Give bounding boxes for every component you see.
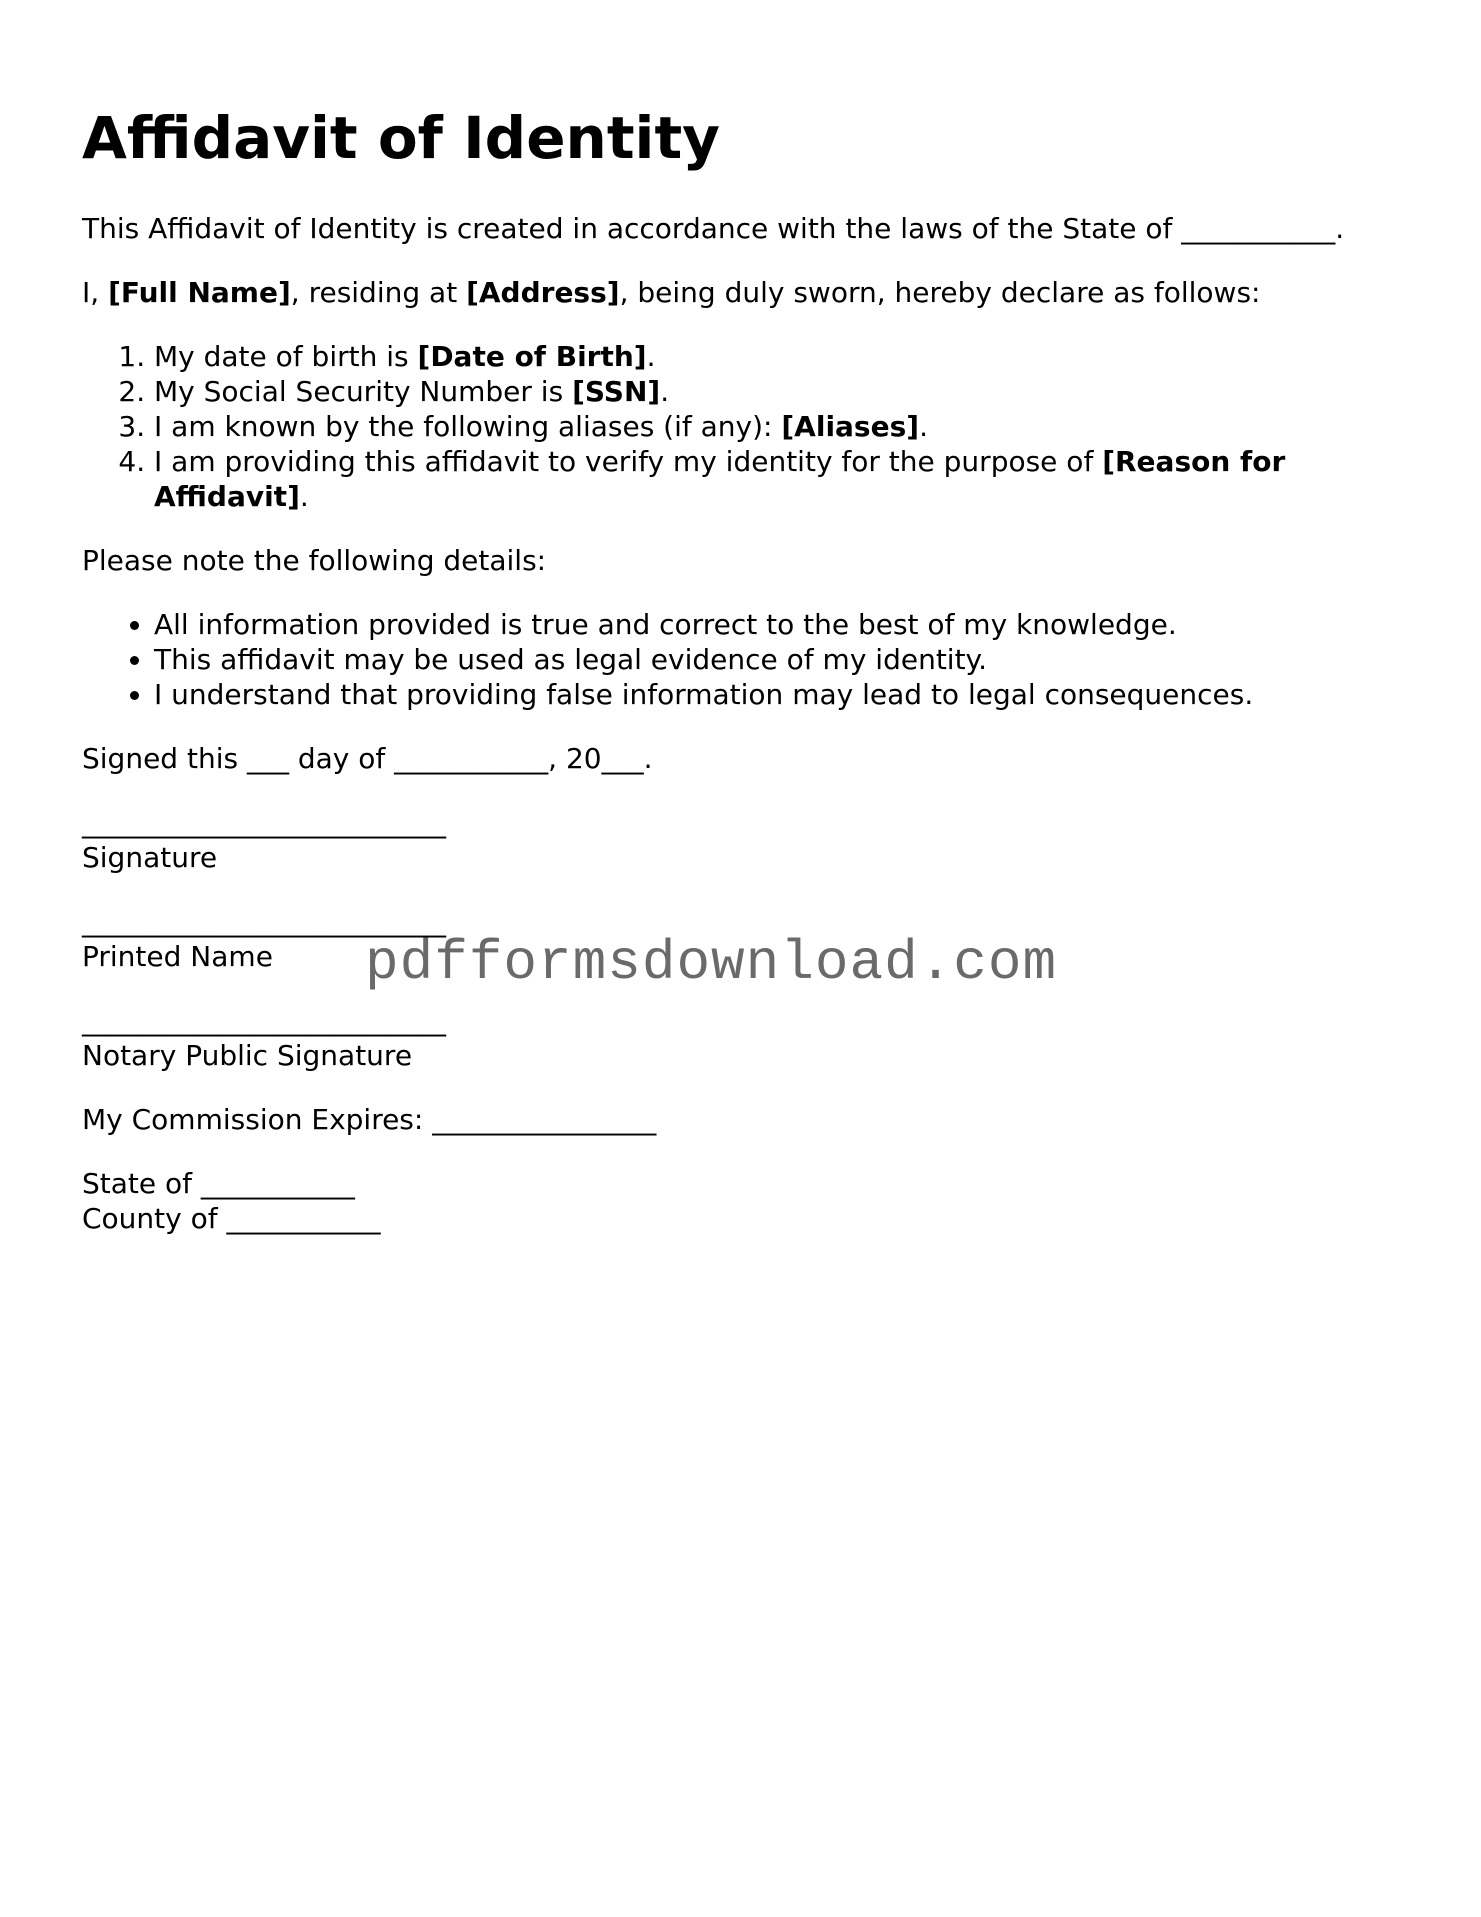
- list-item-end: .: [299, 480, 309, 513]
- commission-block: [82, 1102, 1412, 1137]
- list-item: [154, 374, 1412, 409]
- declaration-suffix: , being duly sworn, hereby declare as follows:: [619, 276, 1261, 309]
- list-item-end: .: [646, 340, 656, 373]
- venue-block: [82, 1166, 1412, 1236]
- ssn-placeholder: [SSN]: [572, 375, 661, 408]
- list-item-end: .: [919, 410, 928, 443]
- document-body: [82, 211, 1412, 1265]
- county-line: County of ___________: [82, 1202, 381, 1235]
- state-line: State of ___________: [82, 1167, 355, 1200]
- signature-label: Signature: [82, 841, 218, 874]
- list-item-text: My date of birth is: [154, 340, 418, 373]
- notary-signature-block: [82, 1003, 1412, 1073]
- list-item: [154, 444, 1412, 514]
- declaration-prefix: I,: [82, 276, 109, 309]
- signed-date-line: Signed this ___ day of ___________, 20___.: [82, 742, 653, 775]
- signature-block: [82, 805, 1412, 875]
- signature-line: __________________________: [82, 1004, 446, 1037]
- list-item: • This affidavit may be used as legal evidence of my identity.: [154, 642, 1412, 677]
- full-name-placeholder: [Full Name]: [108, 276, 291, 309]
- declaration-list: [82, 339, 1412, 514]
- notary-signature-label: Notary Public Signature: [82, 1039, 413, 1072]
- list-item-text: I am providing this affidavit to verify my identity for the purpose of: [154, 445, 1103, 478]
- list-item-text: My Social Security Number is: [154, 375, 573, 408]
- watermark-text: pdfformsdownload.com: [365, 931, 1058, 995]
- details-intro: Please note the following details:: [82, 544, 547, 577]
- signature-line: __________________________: [82, 905, 446, 938]
- date-of-birth-placeholder: [Date of Birth]: [417, 340, 647, 373]
- printed-name-label: Printed Name: [82, 940, 273, 973]
- commission-expires-line: My Commission Expires: ________________: [82, 1103, 657, 1136]
- list-item-end: .: [660, 375, 670, 408]
- list-item: • All information provided is true and correct to the best of my knowledge.: [154, 607, 1412, 642]
- signature-line: __________________________: [82, 806, 446, 839]
- intro-paragraph: This Affidavit of Identity is created in accordance with the laws of the State of ___________.: [82, 212, 1345, 245]
- reason-placeholder: [Reason for Affidavit]: [154, 445, 1286, 513]
- declaration-middle: , residing at: [290, 276, 467, 309]
- document-title: Affidavit of Identity: [82, 104, 720, 172]
- signature-section: [82, 805, 1412, 1236]
- address-placeholder: [Address]: [466, 276, 620, 309]
- list-item: [154, 339, 1412, 374]
- list-item: [154, 409, 1412, 444]
- aliases-placeholder: [Aliases]: [781, 410, 920, 443]
- list-item: • I understand that providing false information may lead to legal consequences.: [154, 677, 1412, 712]
- list-item-text: I am known by the following aliases (if any):: [154, 410, 782, 443]
- declaration-paragraph: [82, 275, 1412, 310]
- details-list: [82, 607, 1412, 712]
